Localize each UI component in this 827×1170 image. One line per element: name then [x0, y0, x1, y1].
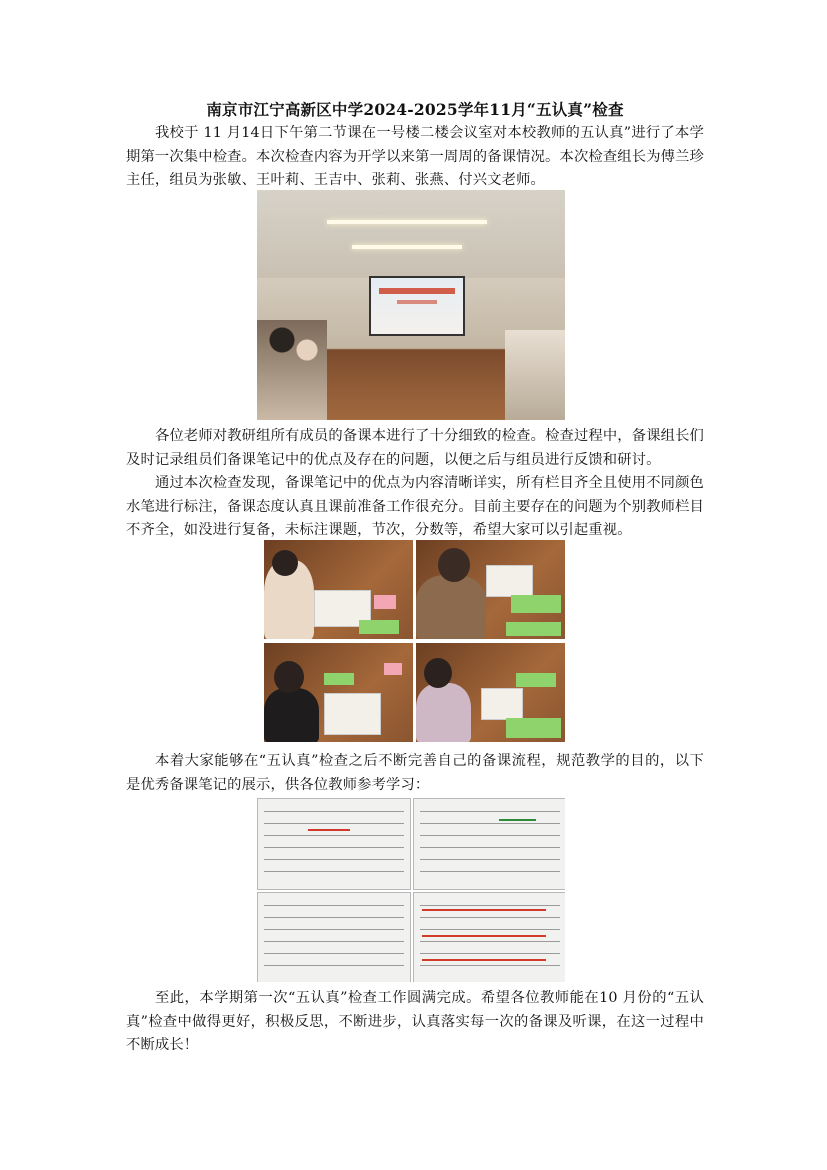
photo-light [352, 245, 462, 249]
meeting-room-photo [257, 190, 565, 420]
collage-cell [416, 540, 565, 639]
photo-light [327, 220, 487, 224]
paragraph-conclusion: 至此，本学期第一次“五认真”检查工作圆满完成。希望各位教师能在10 月份的“五认真”检查中做得更好，积极反思，不断进步，认真落实每一次的备课及听课，在这一过程中不断成长！ [126, 990, 704, 1053]
lesson-notes-photo [257, 798, 565, 982]
paragraph-inspection: 各位老师对教研组所有成员的备课本进行了十分细致的检查。检查过程中，备课组长们及时记录组员们备课笔记中的优点及存在的问题，以便之后与组员进行反馈和研讨。 [126, 428, 704, 468]
inspection-collage-photo [264, 540, 565, 743]
projector-screen [369, 276, 465, 336]
collage-cell [264, 540, 413, 639]
paragraph-intro: 我校于 11 月14日下午第二节课在一号楼二楼会议室对本校教师的五认真”进行了本学期第一次集中检查。本次检查内容为开学以来第一周周的备课情况。本次检查组长为傅兰珍主任，组员为张敏、王叶莉、王吉中、张莉、张燕、付兴文老师。 [126, 125, 704, 188]
notebook-page [413, 892, 565, 982]
notebook-page [257, 798, 411, 890]
photo-ceiling [257, 190, 565, 280]
notebook-page [257, 892, 411, 982]
paragraph-findings: 通过本次检查发现，备课笔记中的优点为内容清晰详实，所有栏目齐全且使用不同颜色水笔进行标注，备课态度认真且课前准备工作很充分。目前主要存在的问题为个别教师栏目不齐全，如没进行复备，未标注课题，节次，分数等，希望大家可以引起重视。 [126, 475, 704, 538]
photo-papers [505, 330, 565, 420]
collage-cell [264, 643, 413, 742]
photo-teachers [257, 320, 327, 420]
page-title: 南京市江宁高新区中学2024-2025学年11月“五认真”检查 [206, 100, 624, 119]
paragraph-showcase: 本着大家能够在“五认真”检查之后不断完善自己的备课流程，规范教学的目的，以下是优秀备课笔记的展示，供各位教师参考学习： [126, 753, 704, 793]
collage-cell [416, 643, 565, 742]
notebook-page [413, 798, 565, 890]
